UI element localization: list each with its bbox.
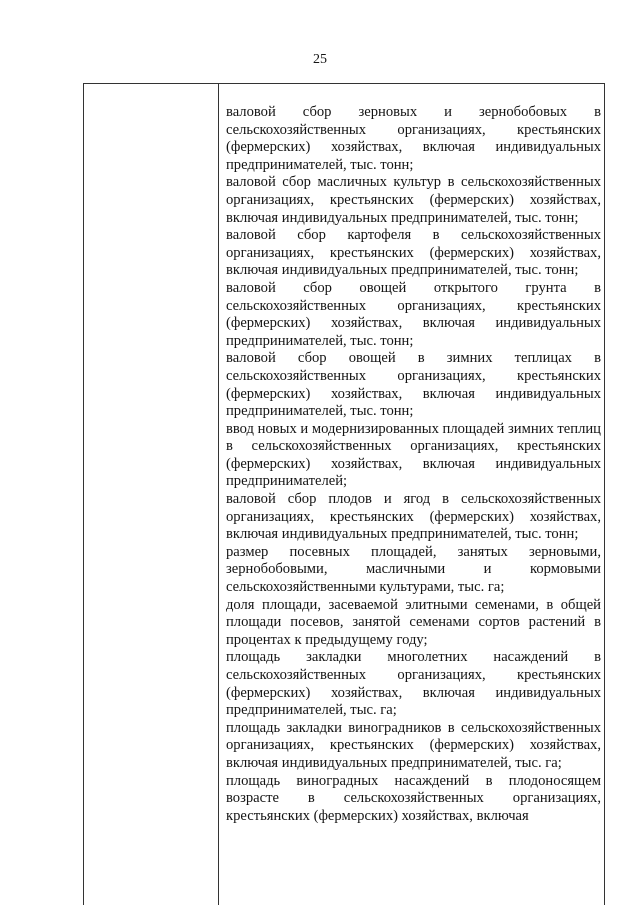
indicator-item: валовой сбор плодов и ягод в сельскохозяйственных организациях, крестьянских (фермерских) хозяйствах, включая индивидуальных предпринимателей, тыс. тонн; <box>226 491 601 543</box>
indicator-item: валовой сбор масличных культур в сельскохозяйственных организациях, крестьянских (фермерских) хозяйствах, включая индивидуальных предпринимателей, тыс. тонн; <box>226 174 601 226</box>
table-left-cell-empty <box>84 84 219 905</box>
indicator-item: валовой сбор зерновых и зернобобовых в сельскохозяйственных организациях, крестьянских (фермерских) хозяйствах, включая индивидуальных предпринимателей, тыс. тонн; <box>226 104 601 173</box>
indicator-item: размер посевных площадей, занятых зерновыми, зернобобовыми, масличными и кормовыми сельскохозяйственными культурами, тыс. га; <box>226 543 601 596</box>
page-number: 25 <box>313 52 327 67</box>
indicator-item: площадь закладки многолетних насаждений в сельскохозяйственных организациях, крестьянских (фермерских) хозяйствах, включая индивидуальных предпринимателей, тыс. га; <box>226 649 601 719</box>
indicator-table <box>83 83 605 905</box>
indicator-item: площадь виноградных насаждений в плодоносящем возрасте в сельскохозяйственных организациях, крестьянских (фермерских) хозяйствах, включая <box>226 772 601 824</box>
indicator-item: валовой сбор овощей в зимних теплицах в сельскохозяйственных организациях, крестьянских (фермерских) хозяйствах, включая индивидуальных предпринимателей, тыс. тонн; <box>226 350 601 420</box>
indicator-item: ввод новых и модернизированных площадей зимних теплиц в сельскохозяйственных организациях, крестьянских (фермерских) хозяйствах, включая индивидуальных предпринимателей; <box>226 420 601 490</box>
indicator-item: доля площади, засеваемой элитными семенами, в общей площади посевов, занятой семенами сортов растений в процентах к предыдущему году; <box>226 596 601 648</box>
indicator-item: валовой сбор овощей открытого грунта в сельскохозяйственных организациях, крестьянских (фермерских) хозяйствах, включая индивидуальных предпринимателей, тыс. тонн; <box>226 279 601 349</box>
indicator-item: валовой сбор картофеля в сельскохозяйственных организациях, крестьянских (фермерских) хозяйствах, включая индивидуальных предпринимателей, тыс. тонн; <box>226 227 601 279</box>
table-right-cell <box>219 84 604 905</box>
indicator-item: площадь закладки виноградников в сельскохозяйственных организациях, крестьянских (фермерских) хозяйствах, включая индивидуальных предпринимателей, тыс. га; <box>226 719 601 771</box>
